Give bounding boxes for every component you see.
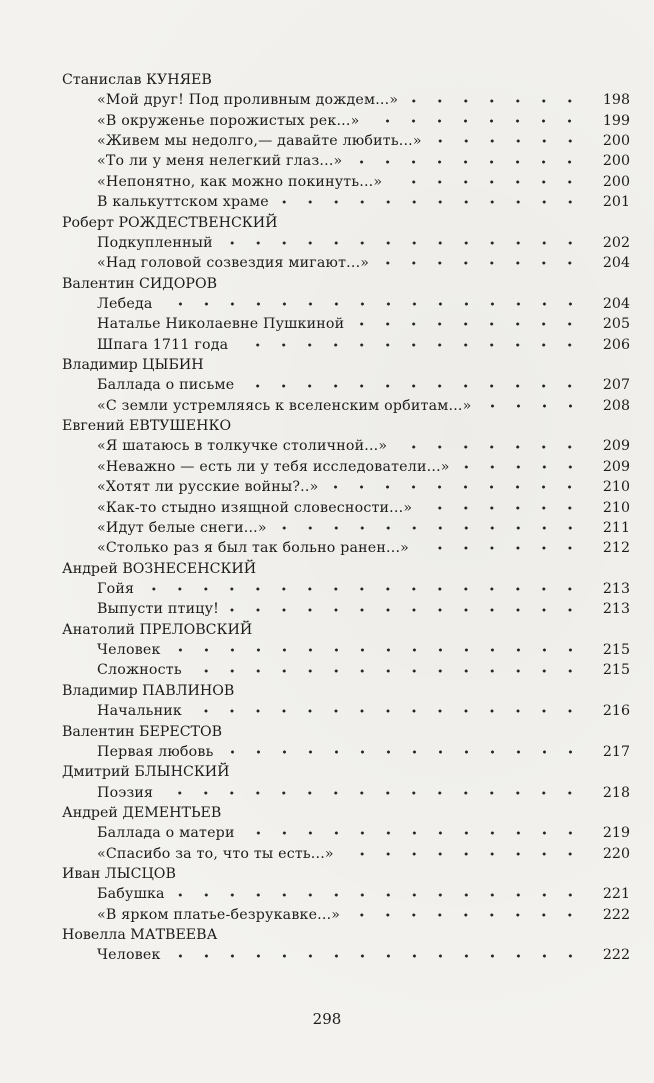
entry-title: «То ли у меня нелегкий глаз...» [97, 153, 343, 170]
dot-leader [430, 131, 590, 151]
dot-leader [348, 905, 590, 925]
author-heading: Станислав КУНЯЕВ [62, 72, 212, 88]
toc-entry [62, 823, 630, 843]
entry-page: 207 [602, 377, 630, 394]
entry-page: 222 [602, 906, 630, 923]
entry-title: «Столько раз я был так больно ранен...» [97, 540, 410, 557]
entry-page: 210 [602, 499, 630, 516]
toc-entry [62, 233, 630, 253]
dot-leader [417, 538, 590, 558]
entry-title: Выпусти птицу! [97, 601, 220, 618]
dot-leader [190, 661, 590, 681]
toc-entry [62, 151, 630, 171]
entry-page: 210 [602, 479, 630, 496]
entry-title: Начальник [97, 703, 182, 720]
toc-entry [62, 599, 630, 619]
toc-entry [62, 375, 630, 395]
dot-leader [173, 885, 590, 905]
entry-page: 206 [602, 336, 630, 353]
dot-leader [458, 457, 590, 477]
entry-page: 204 [602, 295, 630, 312]
toc-entry [62, 111, 630, 131]
entry-title: Наталье Николаевне Пушкиной [97, 316, 345, 333]
author-heading: Владимир ПАВЛИНОВ [62, 682, 235, 699]
toc-entry [62, 131, 630, 151]
entry-title: «Непонятно, как можно покинуть...» [97, 173, 383, 190]
entry-title: Сложность [97, 662, 182, 679]
entry-page: 212 [602, 540, 630, 557]
entry-page: 222 [602, 947, 630, 964]
dot-leader [395, 437, 590, 457]
entry-page: 199 [602, 112, 630, 129]
entry-title: «Я шатаюсь в толкучке столичной...» [97, 438, 388, 455]
toc-entry [62, 192, 630, 212]
entry-title: В калькуттском храме [97, 194, 269, 211]
toc-entry [62, 457, 630, 477]
entry-page: 209 [602, 458, 630, 475]
entry-page: 220 [602, 845, 630, 862]
entry-title: Лебеда [97, 295, 153, 312]
toc-entry [62, 579, 630, 599]
entry-page: 200 [602, 173, 630, 190]
author-heading: Новелла МАТВЕЕВА [62, 927, 218, 944]
toc-entry [62, 90, 630, 110]
entry-title: Поэзия [97, 784, 154, 801]
entry-title: Бабушка [97, 886, 165, 903]
entry-page: 204 [602, 255, 630, 272]
entry-page: 198 [602, 92, 630, 109]
entry-title: «Неважно — есть ли у тебя исследователи...» [97, 458, 450, 475]
toc-entry [62, 701, 630, 721]
toc-entry [62, 314, 630, 334]
entry-title: Человек [97, 947, 161, 964]
dot-leader [190, 701, 590, 721]
entry-page: 213 [602, 601, 630, 618]
toc-entry [62, 498, 630, 518]
entry-title: Человек [97, 642, 161, 659]
entry-page: 218 [602, 784, 630, 801]
entry-page: 202 [602, 234, 630, 251]
toc-entry [62, 335, 630, 355]
entry-title: «Идут белые снеги...» [97, 519, 267, 536]
dot-leader [169, 946, 590, 966]
author-heading: Владимир ЦЫБИН [62, 357, 204, 374]
entry-page: 215 [602, 662, 630, 679]
entry-title: «Живем мы недолго,— давайте любить...» [97, 133, 422, 150]
dot-leader [161, 294, 590, 314]
author-heading: Анатолий ПРЕЛОВСКИЙ [62, 621, 253, 638]
dot-leader [221, 233, 590, 253]
entry-page: 209 [602, 438, 630, 455]
entry-title: «Хотят ли русские войны?..» [97, 479, 319, 496]
dot-leader [352, 314, 590, 334]
entry-page: 201 [602, 194, 630, 211]
dot-leader [377, 253, 590, 273]
dot-leader [243, 823, 590, 843]
author-heading: Андрей ВОЗНЕСЕНСКИЙ [62, 560, 257, 577]
toc-entry [62, 436, 630, 456]
entry-title: Гойя [97, 580, 135, 597]
entry-title: «В окруженье порожистых рек...» [97, 112, 360, 129]
entry-page: 221 [602, 886, 630, 903]
dot-leader [275, 518, 590, 538]
entry-page: 217 [602, 743, 630, 760]
author-heading: Валентин БЕРЕСТОВ [62, 723, 223, 740]
toc-entry [62, 477, 630, 497]
toc-entry [62, 884, 630, 904]
dot-leader [406, 91, 590, 111]
entry-page: 219 [602, 825, 630, 842]
toc-entry [62, 905, 630, 925]
dot-leader [390, 172, 590, 192]
entry-title: Баллада о письме [97, 377, 235, 394]
dot-leader [242, 376, 590, 396]
author-heading: Андрей ДЕМЕНТЬЕВ [62, 804, 222, 821]
author-heading: Дмитрий БЛЫНСКИЙ [62, 764, 230, 781]
entry-title: Первая любовь [97, 743, 214, 760]
toc-entry [62, 294, 630, 314]
entry-title: Подкупленный [97, 234, 213, 251]
dot-leader [326, 477, 590, 497]
entry-page: 213 [602, 580, 630, 597]
entry-page: 200 [602, 133, 630, 150]
entry-title: «Спасибо за то, что ты есть...» [97, 845, 334, 862]
table-of-contents [62, 70, 630, 966]
dot-leader [142, 579, 590, 599]
toc-entry [62, 538, 630, 558]
toc-entry [62, 172, 630, 192]
entry-page: 216 [602, 703, 630, 720]
dot-leader [227, 600, 590, 620]
author-heading: Иван ЛЫСЦОВ [62, 866, 176, 883]
entry-page: 205 [602, 316, 630, 333]
dot-leader [222, 742, 590, 762]
author-heading: Валентин СИДОРОВ [62, 275, 218, 292]
dot-leader [420, 498, 590, 518]
toc-entry [62, 660, 630, 680]
page-number: 298 [312, 1010, 342, 1028]
entry-page: 208 [602, 397, 630, 414]
toc-entry [62, 742, 630, 762]
entry-title: «Над головой созвездия мигают...» [97, 255, 370, 272]
entry-title: «В ярком платье-безрукавке...» [97, 906, 341, 923]
dot-leader [367, 111, 590, 131]
entry-title: Баллада о матери [97, 825, 235, 842]
dot-leader [169, 640, 590, 660]
dot-leader [350, 152, 590, 172]
entry-title: «Мой друг! Под проливным дождем...» [97, 92, 399, 109]
toc-entry [62, 844, 630, 864]
dot-leader [342, 844, 590, 864]
entry-page: 211 [602, 519, 630, 536]
author-heading: Роберт РОЖДЕСТВЕНСКИЙ [62, 214, 278, 231]
entry-page: 200 [602, 153, 630, 170]
entry-title: «Как-то стыдно изящной словесности...» [97, 499, 413, 516]
entry-page: 215 [602, 642, 630, 659]
toc-entry [62, 396, 630, 416]
toc-entry [62, 783, 630, 803]
toc-entry [62, 253, 630, 273]
toc-entry [62, 518, 630, 538]
entry-title: Шпага 1711 года [97, 336, 229, 353]
dot-leader [161, 783, 590, 803]
dot-leader [277, 192, 590, 212]
toc-entry [62, 640, 630, 660]
dot-leader [480, 396, 590, 416]
entry-title: «С земли устремляясь к вселенским орбитам...» [97, 397, 472, 414]
toc-entry [62, 945, 630, 965]
author-heading: Евгений ЕВТУШЕНКО [62, 418, 232, 435]
dot-leader [236, 335, 590, 355]
